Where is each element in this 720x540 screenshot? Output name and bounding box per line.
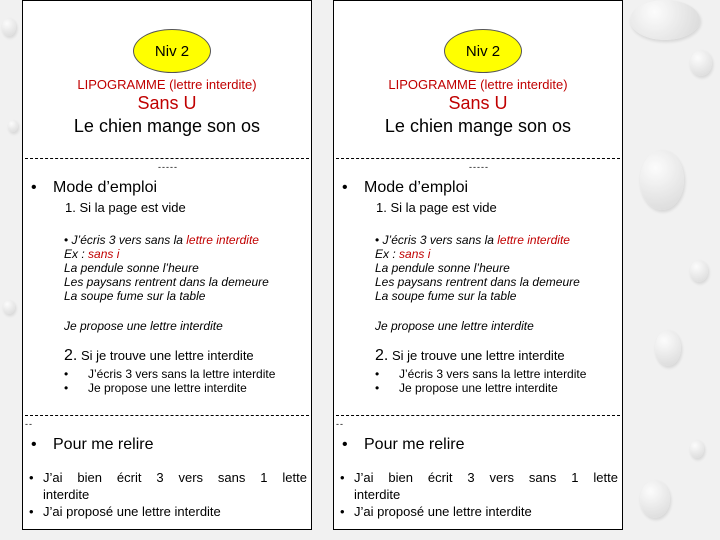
- relire-item: • J’ai bien écrit 3 vers sans 1 lette: [340, 470, 618, 485]
- step-2: 2. Si je trouve une lettre interdite: [64, 347, 254, 364]
- section-heading-relire: • Pour me relire: [342, 436, 465, 453]
- lipogramme-title: LIPOGRAMME (lettre interdite): [77, 77, 257, 92]
- water-drop-decoration: [655, 330, 681, 366]
- constraint-title: Sans U: [448, 93, 508, 113]
- divider-tail: --: [336, 419, 344, 429]
- exercise-card-left: [22, 0, 312, 530]
- divider-tail: -----: [158, 162, 178, 172]
- step-1: 1. Si la page est vide: [65, 200, 186, 215]
- water-drop-decoration: [690, 50, 712, 76]
- section-heading-mode-emploi: • Mode d’emploi: [342, 179, 469, 196]
- exercise-card-right: [333, 0, 623, 530]
- example-sentence: Le chien mange son os: [73, 116, 261, 136]
- example-sentence: Le chien mange son os: [384, 116, 572, 136]
- constraint-title: Sans U: [137, 93, 197, 113]
- lipogramme-title: LIPOGRAMME (lettre interdite): [388, 77, 568, 92]
- step-1: 1. Si la page est vide: [376, 200, 497, 215]
- step-2-item: • J’écris 3 vers sans la lettre interdite: [64, 367, 276, 381]
- relire-item-continued: interdite: [354, 487, 401, 502]
- water-drop-decoration: [630, 0, 700, 40]
- propose-line: Je propose une lettre interdite: [64, 319, 223, 333]
- water-drop-decoration: [640, 150, 684, 210]
- relire-item-continued: interdite: [43, 487, 90, 502]
- water-drop-decoration: [640, 480, 670, 518]
- relire-item: • J’ai proposé une lettre interdite: [340, 504, 532, 519]
- water-drop-decoration: [690, 260, 708, 282]
- instructions-block: • J’écris 3 vers sans la lettre interdite Ex : sans i La pendule sonne l’heure Les paysans rentrent dans la demeure La soupe fume sur la table: [375, 233, 580, 303]
- propose-line: Je propose une lettre interdite: [375, 319, 534, 333]
- dashed-divider: [25, 415, 309, 416]
- dashed-divider: [336, 415, 620, 416]
- divider-tail: --: [25, 419, 33, 429]
- step-2: 2. Si je trouve une lettre interdite: [375, 347, 565, 364]
- relire-item: • J’ai bien écrit 3 vers sans 1 lette: [29, 470, 307, 485]
- section-heading-mode-emploi: • Mode d’emploi: [31, 179, 158, 196]
- step-2-item: • J’écris 3 vers sans la lettre interdite: [375, 367, 587, 381]
- step-2-item: • Je propose une lettre interdite: [64, 381, 247, 395]
- water-drop-decoration: [8, 120, 18, 132]
- level-badge: Niv 2: [444, 29, 522, 73]
- water-drop-decoration: [3, 300, 15, 314]
- instructions-block: • J’écris 3 vers sans la lettre interdite Ex : sans i La pendule sonne l’heure Les paysans rentrent dans la demeure La soupe fume sur la table: [64, 233, 269, 303]
- step-2-item: • Je propose une lettre interdite: [375, 381, 558, 395]
- relire-item: • J’ai proposé une lettre interdite: [29, 504, 221, 519]
- dashed-divider: [25, 158, 309, 159]
- dashed-divider: [336, 158, 620, 159]
- section-heading-relire: • Pour me relire: [31, 436, 154, 453]
- water-drop-decoration: [2, 18, 16, 36]
- divider-tail: -----: [469, 162, 489, 172]
- water-drop-decoration: [690, 440, 704, 458]
- level-badge: Niv 2: [133, 29, 211, 73]
